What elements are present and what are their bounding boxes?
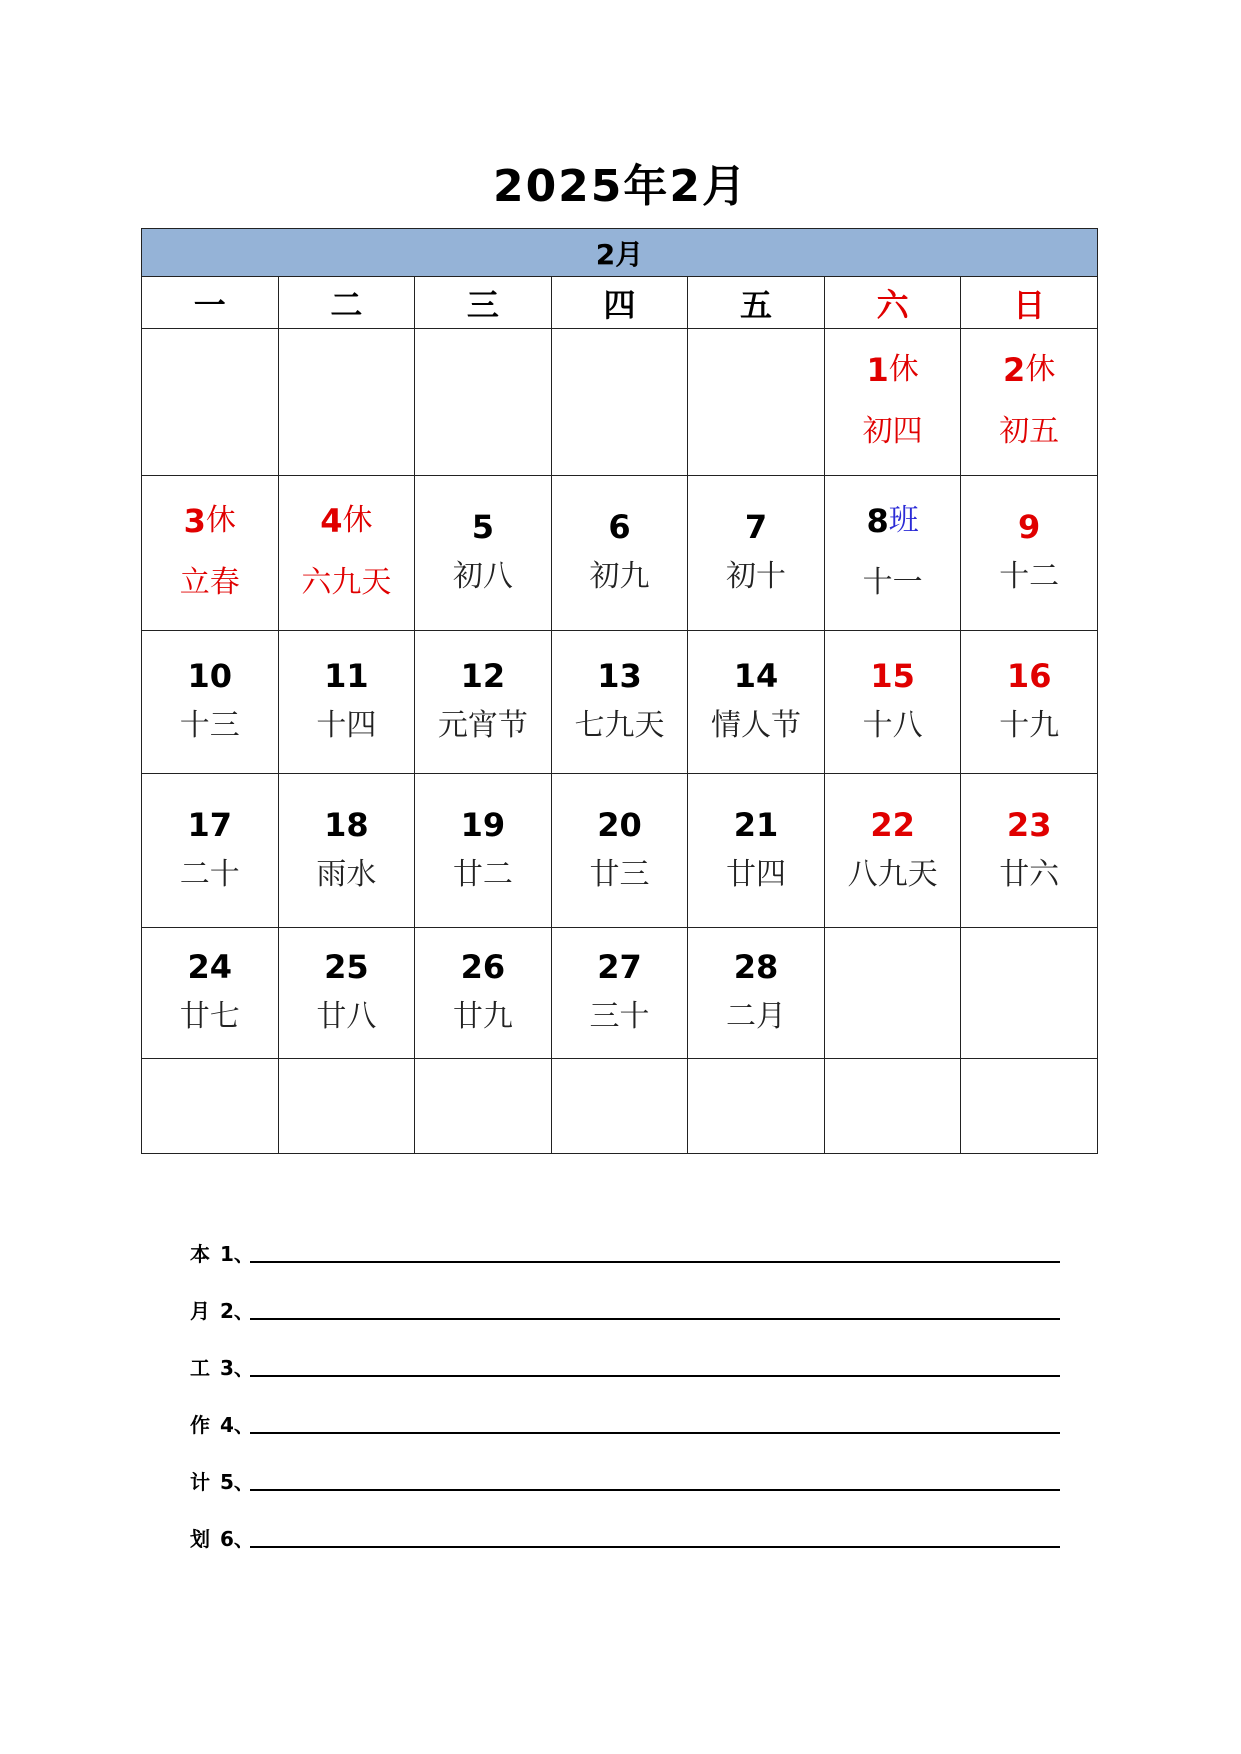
plan-write-line[interactable] (250, 1261, 1060, 1263)
day-cell-empty (551, 329, 688, 476)
day-cell-21 (688, 774, 825, 928)
day-number: 10 (187, 657, 233, 695)
plan-item-index: 3、 (220, 1356, 254, 1380)
day-number: 2 (1003, 351, 1026, 389)
day-cell-10 (142, 631, 279, 774)
day-cell-16 (961, 631, 1098, 774)
day-cell-7 (688, 476, 825, 631)
day-cell-9 (961, 476, 1098, 631)
day-number: 5 (471, 508, 495, 546)
day-cell-empty (824, 1059, 961, 1154)
day-cell-12 (415, 631, 552, 774)
day-number: 7 (744, 508, 768, 546)
plan-write-line[interactable] (250, 1375, 1060, 1377)
lunar-date: 十四 (316, 708, 377, 743)
plan-row (190, 1381, 1060, 1438)
day-number: 1 (866, 351, 889, 389)
day-cell-empty (278, 1059, 415, 1154)
day-cell-empty (688, 1059, 825, 1154)
plan-write-line[interactable] (250, 1546, 1060, 1548)
day-number: 28 (733, 948, 779, 986)
day-cell-empty (415, 329, 552, 476)
lunar-date: 二月 (726, 999, 787, 1034)
day-number: 25 (324, 948, 369, 986)
day-cell-empty (961, 928, 1098, 1059)
day-cell-25 (278, 928, 415, 1059)
day-cell-19 (415, 774, 552, 928)
plan-row (190, 1267, 1060, 1324)
plan-row (190, 1495, 1060, 1552)
day-cell-26 (415, 928, 552, 1059)
plan-side-char: 计 (190, 1470, 210, 1494)
day-cell-5 (415, 476, 552, 631)
day-cell-17 (142, 774, 279, 928)
day-cell-empty (415, 1059, 552, 1154)
rest-tag: 休 (888, 352, 919, 387)
day-number: 26 (460, 948, 506, 986)
plan-write-line[interactable] (250, 1432, 1060, 1434)
day-cell-6 (551, 476, 688, 631)
lunar-date: 廿四 (726, 856, 787, 892)
day-number: 12 (460, 657, 506, 695)
plan-item-index: 2、 (220, 1299, 254, 1323)
rest-tag: 休 (205, 503, 236, 538)
day-cell-4 (278, 476, 415, 631)
lunar-date: 六九天 (301, 565, 392, 600)
day-number: 22 (870, 805, 915, 844)
lunar-date: 立春 (179, 565, 240, 600)
day-cell-22 (824, 774, 961, 928)
day-cell-15 (824, 631, 961, 774)
lunar-date: 廿八 (316, 999, 377, 1034)
weekday-sat: 六 (824, 277, 961, 329)
day-cell-20 (551, 774, 688, 928)
plan-side-char: 划 (190, 1527, 210, 1551)
lunar-date: 元宵节 (437, 708, 528, 743)
lunar-date: 廿三 (589, 856, 650, 892)
day-cell-empty (142, 1059, 279, 1154)
plan-row (190, 1324, 1060, 1381)
lunar-date: 初十 (726, 559, 787, 594)
plan-item-index: 4、 (220, 1413, 254, 1437)
day-cell-empty (961, 1059, 1098, 1154)
day-number: 9 (1018, 508, 1041, 546)
day-number: 27 (597, 948, 642, 986)
day-number: 23 (1006, 805, 1052, 844)
lunar-date: 初五 (999, 414, 1060, 449)
day-cell-27 (551, 928, 688, 1059)
plan-write-line[interactable] (250, 1318, 1060, 1320)
day-number: 4 (320, 502, 343, 540)
workday-tag: 班 (888, 503, 919, 538)
weekday-sun: 日 (961, 277, 1098, 329)
day-cell-28 (688, 928, 825, 1059)
plan-side-char: 工 (190, 1356, 210, 1380)
lunar-date: 二十 (179, 856, 240, 892)
weekday-thu: 四 (551, 277, 688, 329)
lunar-date: 八九天 (847, 856, 938, 892)
day-cell-18 (278, 774, 415, 928)
day-number: 20 (597, 805, 642, 844)
day-cell-empty (824, 928, 961, 1059)
rest-tag: 休 (342, 503, 373, 538)
lunar-date: 廿九 (452, 999, 513, 1034)
monthly-plan (190, 1210, 1060, 1552)
weekday-wed: 三 (415, 277, 552, 329)
day-cell-11 (278, 631, 415, 774)
day-cell-1 (824, 329, 961, 476)
day-cell-empty (142, 329, 279, 476)
day-number: 11 (324, 657, 369, 695)
plan-row (190, 1210, 1060, 1267)
day-number: 3 (183, 502, 206, 540)
day-cell-13 (551, 631, 688, 774)
page-title: 2025年2月 (492, 161, 749, 212)
day-cell-empty (278, 329, 415, 476)
lunar-date: 廿七 (179, 999, 240, 1034)
day-cell-empty (688, 329, 825, 476)
day-cell-23 (961, 774, 1098, 928)
day-number: 17 (187, 805, 233, 844)
day-cell-empty (551, 1059, 688, 1154)
day-number: 8 (866, 502, 889, 540)
day-number: 24 (187, 948, 233, 986)
lunar-date: 初八 (452, 559, 513, 594)
weekday-fri: 五 (688, 277, 825, 329)
lunar-date: 十一 (862, 565, 923, 600)
lunar-date: 情人节 (711, 708, 802, 743)
day-cell-14 (688, 631, 825, 774)
day-number: 13 (597, 657, 642, 695)
day-cell-2 (961, 329, 1098, 476)
rest-tag: 休 (1025, 352, 1056, 387)
weekday-mon: 一 (142, 277, 279, 329)
day-number: 6 (608, 508, 631, 546)
month-header: 2月 (142, 229, 1098, 277)
plan-item-index: 1、 (220, 1242, 254, 1266)
lunar-date: 雨水 (316, 856, 377, 892)
day-cell-24 (142, 928, 279, 1059)
day-number: 16 (1006, 657, 1052, 695)
lunar-date: 廿二 (452, 856, 513, 892)
lunar-date: 初四 (862, 414, 923, 449)
plan-write-line[interactable] (250, 1489, 1060, 1491)
lunar-date: 十二 (999, 559, 1060, 594)
day-number: 21 (733, 805, 779, 844)
plan-side-char: 月 (190, 1299, 210, 1323)
day-number: 18 (324, 805, 369, 844)
day-cell-8 (824, 476, 961, 631)
lunar-date: 初九 (589, 559, 650, 594)
lunar-date: 廿六 (999, 856, 1060, 892)
plan-side-char: 作 (190, 1413, 210, 1437)
weekday-tue: 二 (278, 277, 415, 329)
day-number: 19 (460, 805, 506, 844)
lunar-date: 十三 (179, 708, 240, 743)
lunar-date: 十八 (862, 708, 923, 743)
lunar-date: 七九天 (574, 708, 665, 743)
day-cell-3 (142, 476, 279, 631)
lunar-date: 三十 (589, 999, 650, 1034)
lunar-date: 十九 (999, 708, 1060, 743)
plan-row (190, 1438, 1060, 1495)
day-number: 14 (733, 657, 779, 695)
plan-side-char: 本 (190, 1242, 210, 1266)
calendar-table (141, 228, 1098, 1154)
plan-item-index: 6、 (220, 1527, 254, 1551)
day-number: 15 (870, 657, 915, 695)
plan-item-index: 5、 (220, 1470, 254, 1494)
